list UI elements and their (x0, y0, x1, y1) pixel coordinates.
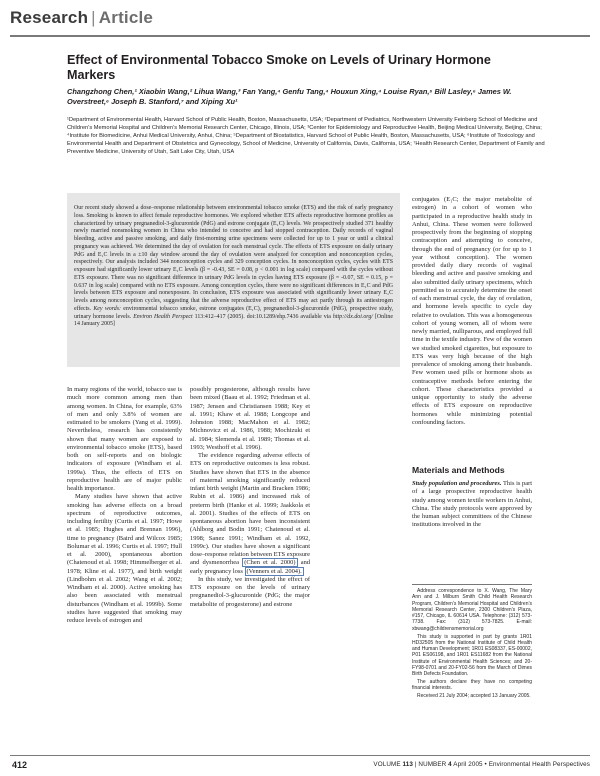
ets-evidence-text: The evidence regarding adverse effects of ETS on reproductive outcomes is less robust. Studies have shown that ETS in the absence of maternal smoking significantly reduced infant birth weight (Martin and Bracken 1986; Rubin et al. 1986) and increased risk of preterm birth (Hanke et al. 1999; Jaakkola et al. 2001). Studies of the effects of ETS on spontaneous abortion have been inconsistent (Ahlborg and Bodin 1991; Chatenoud et al. 1998; Sanez 1991; Windham et al. 1992, 1999c). Our studies have shown a significant dose–response relation between ETS exposure and dysmenorrhea (190, 452, 310, 567)
footer-separator: | (414, 761, 417, 768)
page-header (10, 8, 590, 28)
methods-heading: Materials and Methods (412, 465, 505, 475)
footer-rule (10, 755, 590, 756)
right-column (412, 196, 532, 427)
section-name: Research (10, 8, 89, 27)
citation-journal: Environ Health Perspect (133, 313, 193, 320)
intro-paragraph-5: In this study, we investigated the effect of ETS exposure on the levels of urinary pregnanediol-3-glucuronide (PdG; the major metabolite of progesterone) and estrone (190, 575, 310, 608)
issue-number: 4 (448, 761, 452, 768)
affiliations: ¹Department of Environmental Health, Harvard School of Public Health, Boston, Massachusetts, USA; ²Department of Pediatrics, Northwestern University Feinberg School of Medicine and Children’s Memorial Hospital and Children’s Memorial Research Center, Chicago, Illinois, USA; ³Center for Epidemiology and Reproductive Health, Beijing Medical University, Beijing, China; ⁴Institute for Biomedicine, Anhui Medical University, Anhui, China; ⁵Department of Biostatistics, Harvard School of Public Health, Boston, Massachusetts, USA; ⁶Institute of Toxicology and Environmental Health and Department of Obstetrics and Gynecology, School of Medicine, University of California, Davis, California, USA; ⁷Health Research Center, Department of Family and Preventive Medicine, University of Utah, Salt Lake City, Utah, USA (67, 117, 545, 155)
citation-details: 113:412–417 (2005). doi:10.1289/ehp.7436 available via (194, 313, 331, 320)
footer-bullet: • (484, 761, 487, 768)
intro-paragraph-1: In many regions of the world, tobacco use is much more common among men than among women. In China, for example, 63% of men and only 3.8% of women are estimated to be smokers (Yang et al. 1999). Nevertheless, research has consistently shown that many women are exposed to environmental tobacco smoke (ETS), based both on self-reports and on biologic indicators of exposure (Windham et al. 1999a). Thus, the effects of ETS on reproductive health are of major public health importance. (67, 386, 182, 492)
intro-continuation: conjugates (E₁C; the major metabolite of estrogen) in a cohort of women who participated in a reproductive health study in Anhui, China. These women were followed prospectively from the beginning of stopping contraception and attempting to conceive, through the end of pregnancy (or for up to 1 year without conception). The women provided daily diary records of vaginal bleeding and active and passive smoking and also submitted daily urinary specimens, which permitted us to accurately determine the onset of each menstrual cycle, the day of ovulation, and hormone levels specific to cycle day relative to ovulation. This was a homogeneous cohort of young women, all of whom were newly married, nulliparous, and employed full time in the textile industry. Few of the women we studied smoked cigarettes, but exposure to ETS was very high because of the high prevalence of smoking among their husbands. Few women used pills or hormone shots as contraceptive methods before entering the cohort. These characteristics provided a unique opportunity to study the adverse effects of ETS exposure on reproductive hormones while minimizing potential confounding factors. (412, 196, 532, 426)
article-type: Article (98, 8, 154, 27)
citation-link-venners[interactable]: (Venners et al. 2004). (246, 567, 302, 575)
received-accepted-dates: Received 21 July 2004; accepted 13 January 2005. (417, 693, 531, 700)
abstract (74, 205, 393, 329)
section-separator: | (91, 8, 96, 27)
competing-interests: The authors declare they have no competing financial interests. (412, 679, 532, 692)
intro-paragraph-3: possibly progesterone, although results have been mixed (Baau et al. 1992; Friedman et al. 1987; Jensen and Christiansen 1988; Key et al. 1991; Khaw et al. 1988; Longcope and Johnston 1988; MacMahon et al. 1982; Michnovicz et al. 1986, 1988; Mochizuki et al. 1984; Slemenda et al. 1989; Thomas et al. 1993; Westhoff et al. 1996). (190, 386, 310, 451)
doi-link[interactable]: http://dx.doi.org/ (332, 313, 373, 320)
article-title: Effect of Environmental Tobacco Smoke on Levels of Urinary Hormone Markers (67, 53, 491, 82)
journal-name: Environmental Health Perspectives (488, 761, 590, 768)
keywords: environmental tobacco smoke, estrone conjugates (E₁C), pregnanediol-3-glucuronide (PdG), prospective study, urinary hormone levels. (74, 305, 393, 320)
body-column-2 (190, 386, 310, 609)
methods-text: This is part of a large prospective reproductive health study among women textile workers in Anhui, China. The study protocols were approved by the human subject committees of the Chinese institutions involved in the (412, 480, 532, 529)
funding-statement: This study is supported in part by grants 1R01 HD32505 from the National Institute of Child Health and Human Development; 1R01 ES08337, ES-00002, P01 ES06198, and 1R01 ES11682 from the National Institute of Environmental Health Sciences; and 20-FY98-0701 and 20-FY02-56 from the March of Dimes Birth Defects Foundation. (412, 633, 532, 678)
methods-paragraph (412, 480, 532, 530)
header-rule (10, 35, 590, 37)
methods-section (412, 465, 532, 530)
author-list: Changzhong Chen,¹ Xiaobin Wang,² Lihua Wang,³ Fan Yang,⁴ Genfu Tang,⁴ Houxun Xing,⁴ Louise Ryan,⁵ Bill Lasley,⁶ James W. Overstreet,⁶ Joseph B. Stanford,⁷ and Xiping Xu¹ (67, 87, 512, 106)
footnote-rule (412, 584, 532, 585)
abstract-body: Our recent study showed a dose–response relationship between environmental tobacco smoke (ETS) and the risk of early pregnancy loss. Smoking is known to affect female reproductive hormones. We explored whether ETS affects reproductive hormone profiles as characterized by urinary pregnanediol-3-glucuronide (PdG) and estrone conjugate (E₁C) levels. We prospectively studied 371 healthy newly married nonsmoking women in China who intended to conceive and had stopped contraception. Daily records of vaginal bleeding, active and passive smoking, and daily first-morning urine specimens were collected for up to 1 year or until a clinical pregnancy was achieved. We determined the day of ovulation for each menstrual cycle. The effects of ETS exposure on daily urinary PdG and E₁C levels in a ±10 day window around the day of ovulation were analyzed for conception and nonconception cycles, respectively. Our analysis included 344 nonconception cycles and 329 conception cycles. In nonconception cycles, cycles with ETS exposure had significantly lower urinary E₁C levels (β = -0.43, SE = 0.08, p < 0.001 in log scale) compared with the cycles without ETS exposure. There was no significant difference in urinary PdG levels in cycles having ETS exposure (β = -0.07, SE = 0.15, p = 0.637 in log scale) compared with no ETS exposure. Among conception cycles, there were no significant differences in E₁C and PdG levels between ETS exposure and nonexposure. In conclusion, ETS exposure was associated with significantly lower urinary E₁C levels among nonconception cycles, suggesting that the adverse reproductive effect of ETS may act partly through its antiestrogen effects. (74, 205, 393, 312)
section-label (10, 8, 590, 28)
page-number: 412 (12, 760, 28, 770)
citation-link-chen[interactable]: (Chen et al. 2000) (244, 559, 296, 567)
correspondence-address: Address correspondence to X. Wang, The Mary Ann and J. Milburn Smith Child Health Research Program, Children’s Memorial Hospital and Children’s Memorial Research Center, 2300 Children’s Plaza, #157, Chicago, IL 60614 USA. Telephone: (312) 573-7738. Fax: (312) 573-7825. E-mail: xbwang@childrensmemorial.org (412, 588, 532, 632)
study-population-run-in: Study population and procedures. (412, 480, 502, 487)
keywords-label: Key words: (93, 305, 121, 312)
number-label: NUMBER (418, 761, 447, 768)
volume-number: 113 (402, 761, 413, 768)
issue-date: April 2005 (453, 761, 483, 768)
volume-label: VOLUME (373, 761, 401, 768)
ets-evidence-mid: and early pregnancy loss (190, 559, 311, 575)
footnotes (412, 588, 532, 701)
online-date: [Online 14 January 2005] (74, 313, 393, 328)
intro-paragraph-2: Many studies have shown that active smoking has adverse effects on a broad spectrum of reproductive outcomes, including fertility (Curtis et al. 1997; Howe et al. 1985; Hughes and Brennan 1996), time to pregnancy (Baird and Wilcox 1985; Bolumar et al. 1996; Curtis et al. 1997; Hull et al. 2000), spontaneous abortion (Chatenoud et al. 1998; Himmelberger et al. 1978; Kline et al. 1977), and birth weight (Lindbohm et al. 2002; Wang et al. 2002; Windham et al. 2000). Active smoking has also been associated with menstrual disturbances (Windham et al. 1999b). Some studies have suggested that smoking may reduce levels of estrogen and (67, 493, 182, 624)
body-column-1 (67, 386, 182, 625)
journal-footer (373, 761, 590, 768)
intro-paragraph-4 (190, 452, 310, 576)
